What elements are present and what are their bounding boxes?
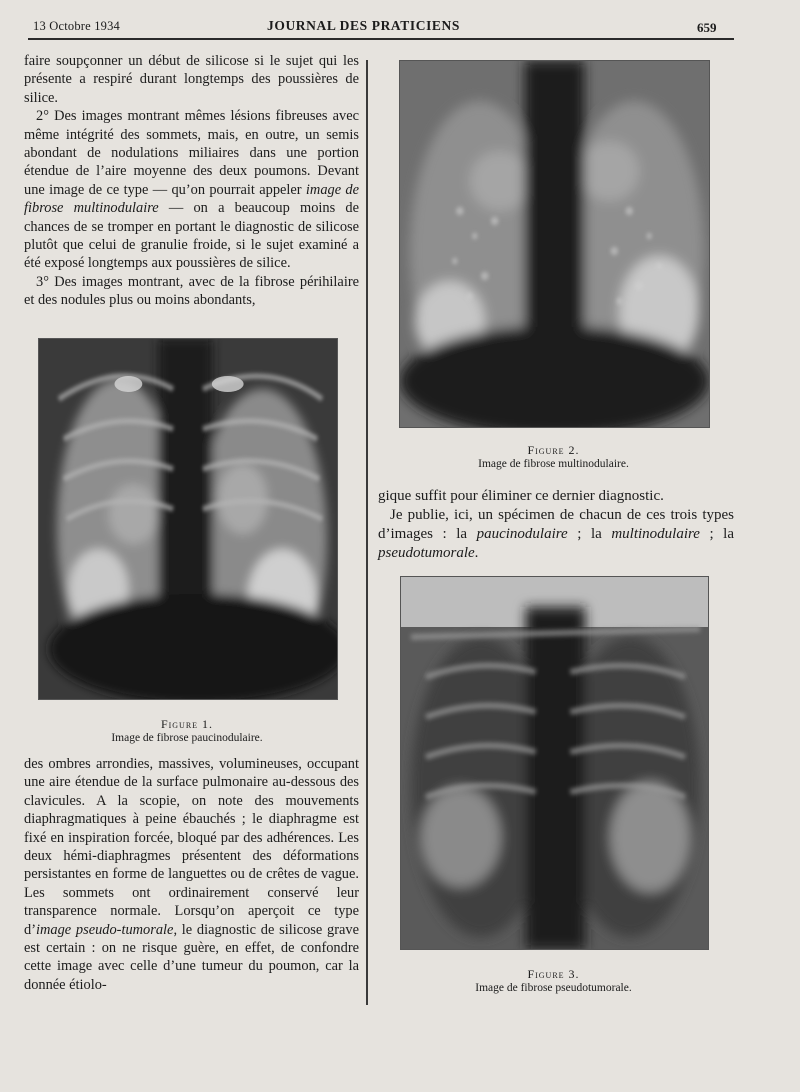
- text-run: — on a beaucoup moins de chances de se tromper en portant le diagnostic de silicose plutôt que celui de granulie froide, si le sujet examiné a été exposé longtemps aux poussières de silice.: [24, 200, 359, 272]
- paragraph: 3° Des images montrant, avec de la fibrose périhilaire et des nodules plus ou moins abondants,: [24, 273, 359, 309]
- paragraph: [378, 506, 734, 563]
- text-run: .: [474, 545, 479, 561]
- figure-2-xray: [399, 60, 710, 428]
- figure-number: Figure 3.: [527, 967, 580, 981]
- figure-3-caption: [400, 967, 707, 995]
- emphasis: paucinodulaire: [476, 526, 568, 542]
- journal-title: JOURNAL DES PRATICIENS: [267, 18, 460, 33]
- text-run: Je publie, ici, un spécimen de chacun de ces trois types d’images : la: [378, 507, 734, 542]
- header-rule: [28, 38, 734, 40]
- figure-1-caption: [38, 717, 336, 745]
- text-run: ; la: [699, 526, 734, 542]
- emphasis: multinodulaire: [611, 526, 700, 542]
- page-number: 659: [697, 20, 717, 35]
- emphasis: image pseudo-tumorale: [36, 921, 174, 938]
- left-column-top-text: [24, 52, 359, 310]
- text-run: 2° Des images montrant mêmes lésions fibreuses avec même intégrité des sommets, mais, en outre, un semis abondant de nodulations miliaires dans une portion étendue de l’aire moyenne des deux poumons. Devant une image de ce type — qu’on pourrait appeler: [24, 108, 359, 198]
- figure-caption-text: Image de fibrose pseudotumorale.: [475, 982, 632, 994]
- paragraph: [24, 107, 359, 273]
- emphasis: pseudotumorale: [378, 545, 475, 561]
- text-run: , le diagnostic de silicose grave est certain : on ne risque guère, en effet, de confondre cette image avec celle d’une tumeur du poumon, car la donnée étiolo-: [24, 921, 359, 993]
- paragraph: [24, 755, 359, 994]
- paragraph: gique suffit pour éliminer ce dernier diagnostic.: [378, 488, 664, 504]
- figure-2-caption: [399, 443, 708, 471]
- text-run: des ombres arrondies, massives, volumineuses, occupant une aire étendue de la surface pulmonaire au-dessous des clavicules. A la scopie, on note des mouvements diaphragmatiques à peine ébauchés ; le diaphragme est fixé en inspiration forcée, bloqué par des adhérences. Les deux hémi-diaphragmes présentent des déformations persistantes en forme de languettes ou de crêtes de vague. Les sommets ont ordinairement conservé leur transparence normale. Lorsqu’on aperçoit ce type d’: [24, 756, 359, 938]
- figure-number: Figure 2.: [527, 443, 580, 457]
- column-divider: [366, 60, 368, 1005]
- emphasis: image de fibrose multinodulaire: [24, 181, 360, 217]
- figure-caption-text: Image de fibrose multinodulaire.: [478, 458, 629, 470]
- issue-date: 13 Octobre 1934: [33, 19, 121, 33]
- left-column-bottom-text: [24, 755, 359, 994]
- figure-1-xray: [38, 338, 338, 700]
- figure-number: Figure 1.: [160, 717, 214, 731]
- right-column-text: [378, 487, 734, 563]
- text-run: ; la: [567, 526, 612, 542]
- figure-3-xray: [400, 576, 709, 950]
- paragraph: faire soupçonner un début de silicose si le sujet qui les présente a respiré durant longtemps des poussières de silice.: [24, 53, 359, 106]
- figure-caption-text: Image de fibrose paucinodulaire.: [111, 732, 263, 744]
